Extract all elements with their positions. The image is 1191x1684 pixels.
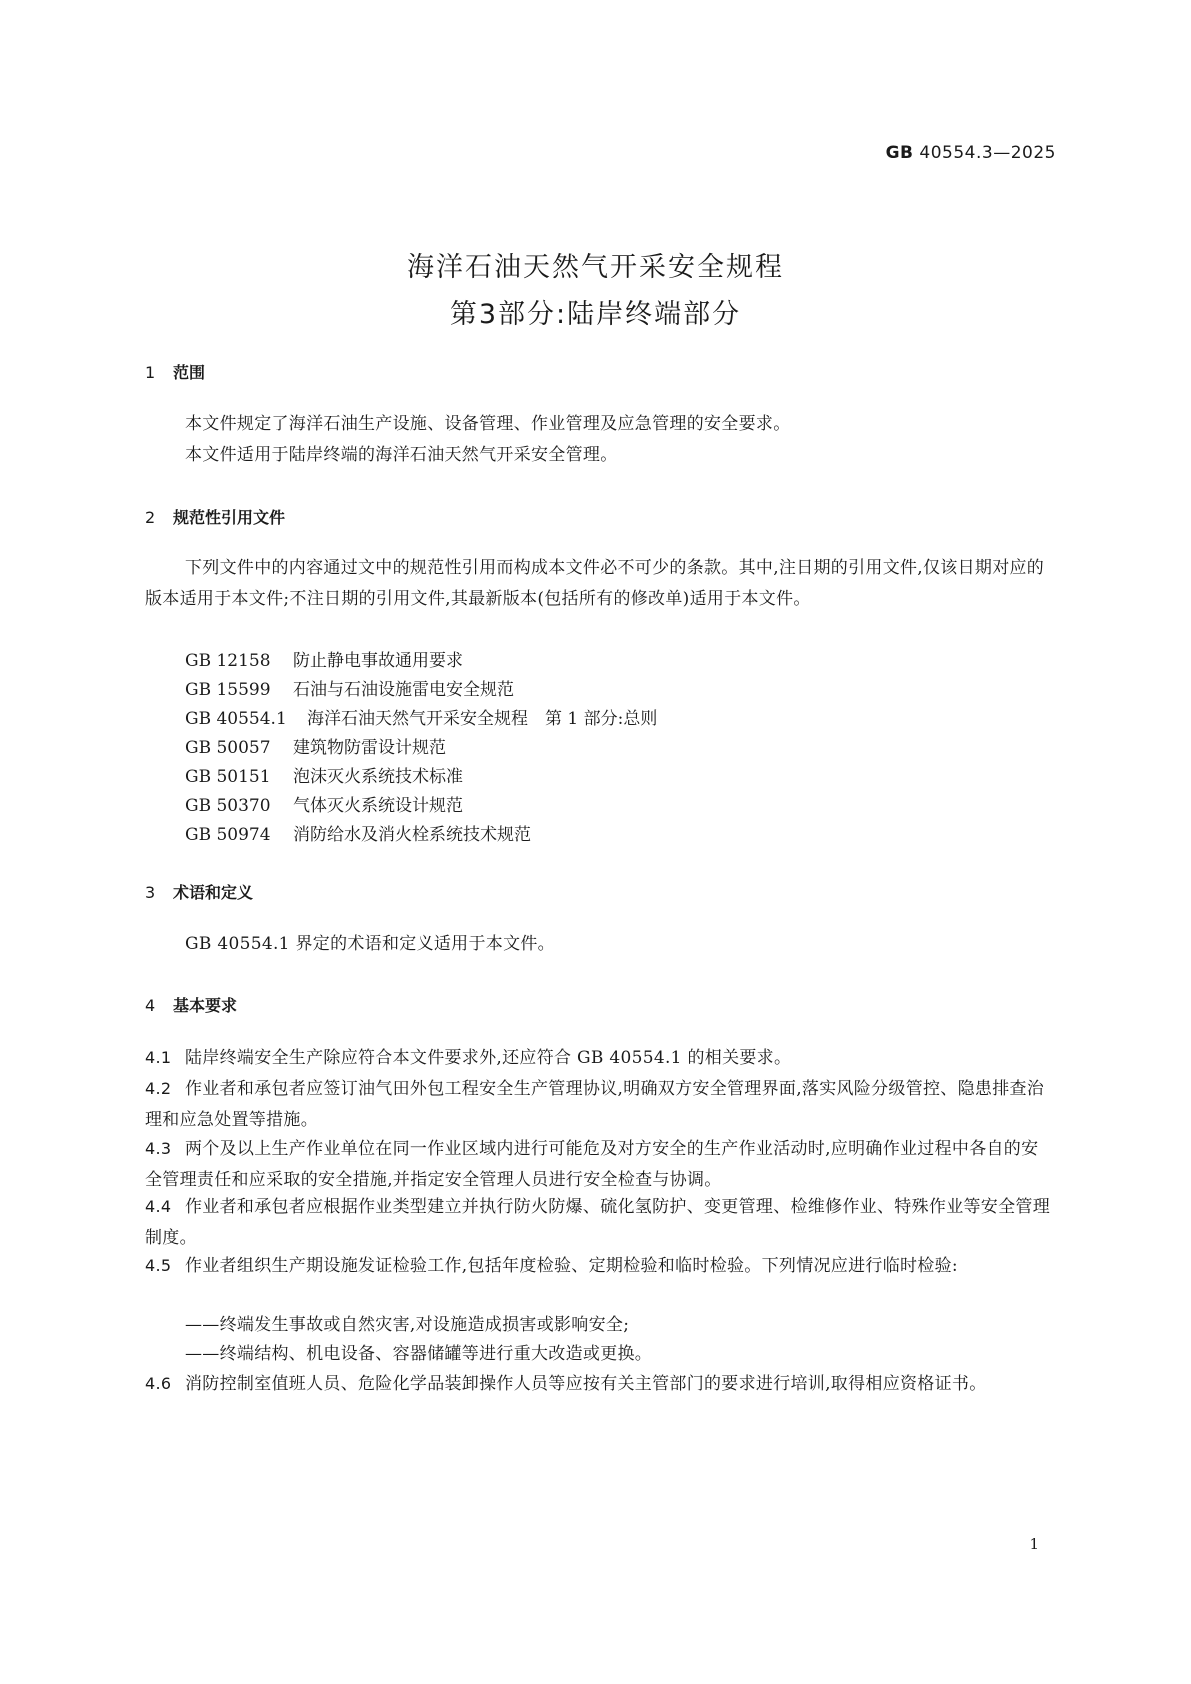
clause-4-2 [145,1073,1055,1136]
clause-text: 作业者组织生产期设施发证检验工作,包括年度检验、定期检验和临时检验。下列情况应进行临时检验: [185,1256,958,1276]
section-heading-basic-requirements [145,993,237,1016]
reference-item [185,733,446,758]
clause-number: 4.1 [145,1048,172,1067]
clause-text: 两个及以上生产作业单位在同一作业区域内进行可能危及对方安全的生产作业活动时,应明确作业过程中各自的安全管理责任和应采取的安全措施,并指定安全管理人员进行安全检查与协调。 [145,1139,1039,1190]
section-title: 规范性引用文件 [173,508,286,527]
section-title: 基本要求 [173,996,238,1015]
clause-text: 消防控制室值班人员、危险化学品装卸操作人员等应按有关主管部门的要求进行培训,取得相应资格证书。 [185,1374,987,1394]
section-number: 4 [145,996,156,1015]
reference-item [185,704,657,729]
reference-title: 消防给水及消火栓系统技术规范 [293,825,531,845]
clause-number: 4.3 [145,1139,172,1158]
reference-code: GB 50151 [185,767,271,787]
reference-code: GB 50057 [185,738,271,758]
section-title: 术语和定义 [173,883,254,902]
references-intro: 下列文件中的内容通过文中的规范性引用而构成本文件必不可少的条款。其中,注日期的引用文件,仅该日期对应的版本适用于本文件;不注日期的引用文件,其最新版本(包括所有的修改单)适用于本文件。 [145,558,1045,609]
reference-item [185,762,463,787]
reference-title: 泡沫灭火系统技术标准 [293,767,463,787]
scope-paragraph-2: 本文件适用于陆岸终端的海洋石油天然气开采安全管理。 [185,445,618,465]
document-subtitle: 第3部分:陆岸终端部分 [449,299,742,330]
section-title: 范围 [173,363,206,382]
section-heading-normative-references [145,505,285,528]
clause-text: 作业者和承包者应根据作业类型建立并执行防火防爆、硫化氢防护、变更管理、检维修作业、特殊作业等安全管理制度。 [145,1197,1050,1248]
clause-text: 陆岸终端安全生产除应符合本文件要求外,还应符合 GB 40554.1 的相关要求。 [185,1048,792,1068]
reference-title: 海洋石油天然气开采安全规程 第 1 部分:总则 [307,709,658,729]
clause-4-6 [145,1368,1055,1400]
clause-4-5 [145,1250,1055,1282]
standard-prefix: GB [885,143,914,163]
reference-code: GB 12158 [185,651,271,671]
standard-number [886,143,1056,163]
clause-number: 4.2 [145,1079,172,1098]
section-heading-terms [145,880,253,903]
document-title: 海洋石油天然气开采安全规程 [407,252,784,283]
dash-list-item: ——终端结构、机电设备、容器储罐等进行重大改造或更换。 [185,1344,653,1364]
reference-item [185,820,531,845]
section-number: 3 [145,883,156,902]
reference-title: 石油与石油设施雷电安全规范 [293,680,514,700]
reference-item [185,675,514,700]
clause-4-3 [145,1133,1055,1196]
reference-title: 防止静电事故通用要求 [293,651,463,671]
clause-4-1 [145,1042,1055,1074]
dash-list-item: ——终端发生事故或自然灾害,对设施造成损害或影响安全; [185,1315,630,1335]
reference-title: 建筑物防雷设计规范 [293,738,446,758]
reference-item [185,646,463,671]
clause-number: 4.5 [145,1256,172,1275]
reference-item [185,791,463,816]
clause-number: 4.4 [145,1197,172,1216]
reference-code: GB 50370 [185,796,271,816]
page-number: 1 [1029,1535,1039,1553]
reference-code: GB 40554.1 [185,709,287,729]
section-number: 2 [145,508,156,527]
clause-4-4 [145,1191,1055,1254]
reference-title: 气体灭火系统设计规范 [293,796,463,816]
clause-text: 作业者和承包者应签订油气田外包工程安全生产管理协议,明确双方安全管理界面,落实风险分级管控、隐患排查治理和应急处置等措施。 [145,1079,1045,1130]
section-number: 1 [145,363,156,382]
scope-paragraph-1: 本文件规定了海洋石油生产设施、设备管理、作业管理及应急管理的安全要求。 [185,414,791,434]
reference-code: GB 15599 [185,680,271,700]
standard-code: 40554.3—2025 [919,143,1056,163]
section-heading-scope [145,360,205,383]
terms-paragraph: GB 40554.1 界定的术语和定义适用于本文件。 [185,934,555,954]
clause-number: 4.6 [145,1374,172,1393]
reference-code: GB 50974 [185,825,271,845]
